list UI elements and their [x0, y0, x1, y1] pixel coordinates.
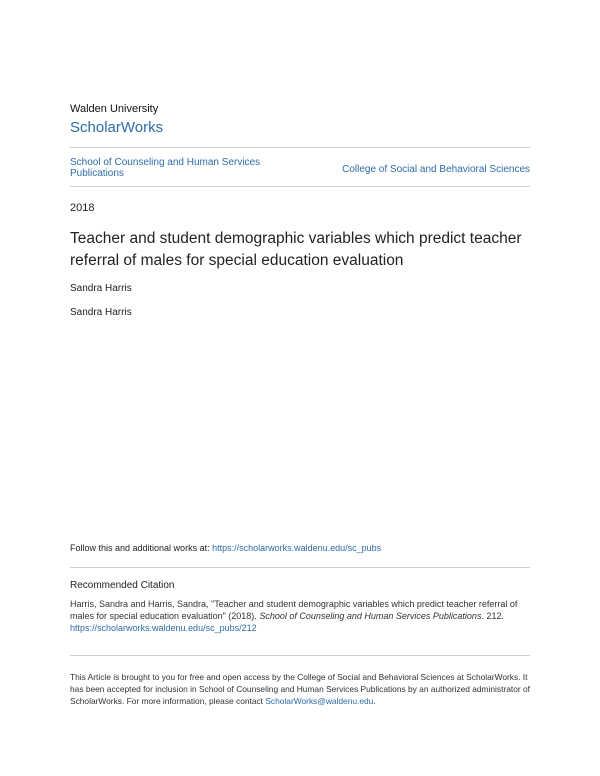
follow-text: Follow this and additional works at: [70, 543, 213, 553]
citation-suffix: . 212. [481, 611, 504, 621]
follow-link[interactable]: https://scholarworks.waldenu.edu/sc_pubs [212, 543, 382, 553]
citation-journal: School of Counseling and Human Services Publications [259, 611, 482, 621]
follow-line [70, 543, 381, 553]
citation-heading: Recommended Citation [70, 580, 175, 591]
citation-link[interactable]: https://scholarworks.waldenu.edu/sc_pubs/212 [70, 623, 257, 633]
access-text: This Article is brought to you for free and open access by the College of Social and Behavioral Sciences at ScholarWorks. It has been accepted for inclusion in School of Counseling and Human Services Publications by an authorized administrator of ScholarWorks. For more information, please contact [70, 672, 530, 706]
collection-link-social-behavioral[interactable]: College of Social and Behavioral Sciences [342, 164, 530, 175]
collections-divider [70, 186, 530, 187]
author-name: Sandra Harris [70, 307, 132, 318]
author-name: Sandra Harris [70, 283, 132, 294]
publication-year: 2018 [70, 202, 95, 214]
citation-text: Harris, Sandra and Harris, Sandra, "Teacher and student demographic variables which predict teacher referral of males for special education evaluation" (2018). [70, 599, 518, 621]
article-title: Teacher and student demographic variables which predict teacher referral of males for special education evaluation [70, 230, 522, 269]
institution-name: Walden University [70, 103, 159, 115]
header-divider [70, 147, 530, 148]
citation-divider [70, 567, 530, 568]
access-statement [70, 671, 530, 707]
contact-email-link[interactable]: ScholarWorks@waldenu.edu [265, 696, 374, 706]
scholarworks-link[interactable]: ScholarWorks [70, 119, 164, 136]
access-end: . [373, 696, 376, 706]
collection-link-counseling[interactable]: School of Counseling and Human Services Publications [70, 157, 261, 179]
citation-block [70, 598, 530, 634]
access-divider [70, 655, 530, 656]
